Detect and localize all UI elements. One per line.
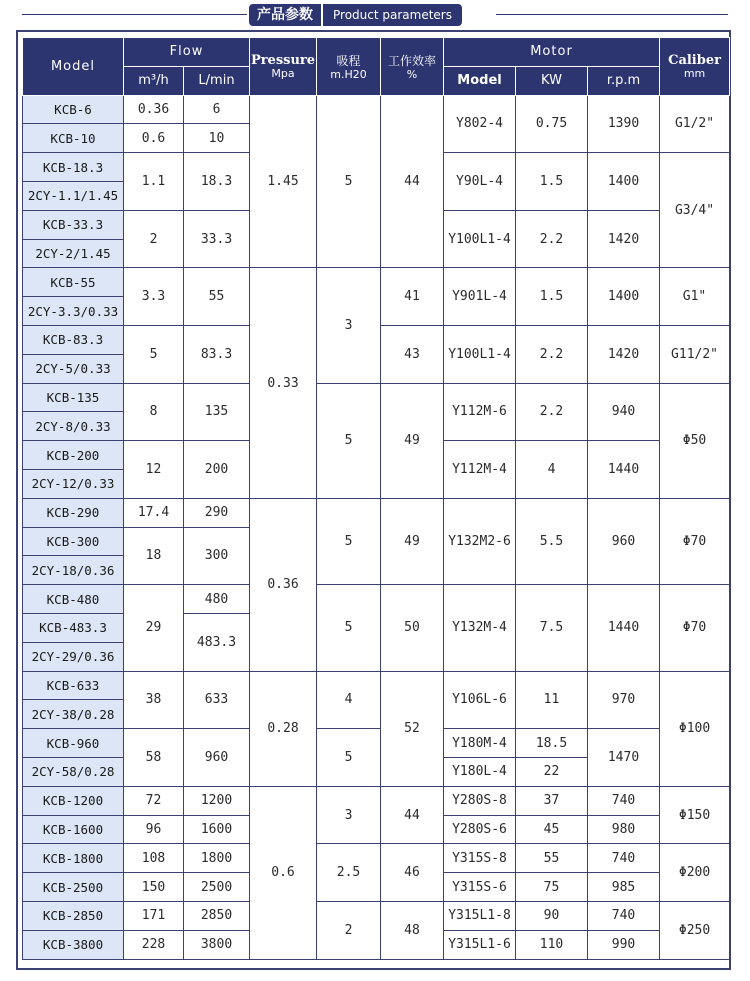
efficiency-cell: 44: [381, 786, 444, 844]
motor-model-cell: Y100L1-4: [444, 325, 516, 383]
col-header-motor-model: Model: [444, 66, 516, 95]
flow-lmin-cell: 300: [184, 527, 250, 585]
model-cell: 2CY-29/0.36: [23, 642, 124, 671]
flow-m3h-cell: 108: [124, 844, 184, 873]
flow-m3h-cell: 228: [124, 930, 184, 959]
motor-model-cell: Y315L1-8: [444, 901, 516, 930]
table-row: [23, 786, 730, 815]
flow-m3h-cell: 3.3: [124, 268, 184, 326]
flow-m3h-cell: 12: [124, 441, 184, 499]
flow-lmin-cell: 1800: [184, 844, 250, 873]
table-row: [23, 268, 730, 297]
model-cell: KCB-6: [23, 95, 124, 124]
flow-lmin-cell: 633: [184, 671, 250, 729]
efficiency-cell: 48: [381, 901, 444, 959]
flow-lmin-cell: 135: [184, 383, 250, 441]
model-cell: KCB-1800: [23, 844, 124, 873]
flow-lmin-cell: 200: [184, 441, 250, 499]
caliber-cell: Φ250: [660, 901, 730, 959]
motor-rpm-cell: 1400: [588, 153, 660, 211]
header-row: [23, 38, 730, 67]
motor-kw-cell: 45: [516, 815, 588, 844]
flow-m3h-cell: 171: [124, 901, 184, 930]
model-cell: 2CY-3.3/0.33: [23, 297, 124, 326]
flow-lmin-cell: 10: [184, 124, 250, 153]
pressure-cell: 0.28: [250, 671, 317, 786]
pressure-cell: 0.6: [250, 786, 317, 959]
flow-m3h-cell: 18: [124, 527, 184, 585]
table-row: [23, 901, 730, 930]
model-cell: KCB-633: [23, 671, 124, 700]
motor-rpm-cell: 740: [588, 844, 660, 873]
flow-lmin-cell: 2850: [184, 901, 250, 930]
col-header-suction: [317, 38, 381, 96]
model-cell: 2CY-38/0.28: [23, 700, 124, 729]
suction-cell: 3: [317, 268, 381, 383]
model-cell: 2CY-58/0.28: [23, 757, 124, 786]
flow-lmin-cell: 960: [184, 729, 250, 787]
suction-cell: 2.5: [317, 844, 381, 902]
flow-lmin-cell: 2500: [184, 873, 250, 902]
model-cell: KCB-135: [23, 383, 124, 412]
suction-cell: 5: [317, 95, 381, 268]
flow-lmin-cell: 55: [184, 268, 250, 326]
efficiency-cell: 43: [381, 325, 444, 383]
col-header-motor: Motor: [444, 38, 660, 67]
flow-lmin-cell: 290: [184, 498, 250, 527]
pressure-cell: 1.45: [250, 95, 317, 268]
motor-kw-cell: 4: [516, 441, 588, 499]
flow-m3h-cell: 2: [124, 210, 184, 268]
col-header-pressure-unit: Mpa: [271, 66, 295, 80]
caliber-cell: Φ150: [660, 786, 730, 844]
col-header-efficiency-unit: %: [406, 67, 418, 81]
table-row: [23, 671, 730, 700]
model-cell: KCB-1200: [23, 786, 124, 815]
motor-kw-cell: 110: [516, 930, 588, 959]
model-cell: KCB-2500: [23, 873, 124, 902]
pressure-cell: 0.33: [250, 268, 317, 498]
suction-cell: 5: [317, 383, 381, 498]
motor-kw-cell: 7.5: [516, 585, 588, 671]
motor-kw-cell: 2.2: [516, 383, 588, 441]
header-title-cn: 产品参数: [249, 4, 321, 26]
flow-lmin-cell: 83.3: [184, 325, 250, 383]
motor-kw-cell: 1.5: [516, 153, 588, 211]
model-cell: 2CY-5/0.33: [23, 354, 124, 383]
header-rule-left: [22, 14, 247, 15]
caliber-cell: Φ200: [660, 844, 730, 902]
caliber-cell: Φ70: [660, 585, 730, 671]
efficiency-cell: 49: [381, 498, 444, 584]
motor-rpm-cell: 960: [588, 498, 660, 584]
efficiency-cell: 44: [381, 95, 444, 268]
flow-m3h-cell: 38: [124, 671, 184, 729]
motor-kw-cell: 0.75: [516, 95, 588, 153]
motor-model-cell: Y315L1-6: [444, 930, 516, 959]
motor-model-cell: Y132M-4: [444, 585, 516, 671]
col-header-suction-label: 吸程: [336, 53, 361, 68]
flow-m3h-cell: 29: [124, 585, 184, 671]
model-cell: 2CY-18/0.36: [23, 556, 124, 585]
model-cell: KCB-480: [23, 585, 124, 614]
col-header-efficiency: [381, 38, 444, 96]
model-cell: KCB-10: [23, 124, 124, 153]
motor-model-cell: Y901L-4: [444, 268, 516, 326]
motor-model-cell: Y315S-8: [444, 844, 516, 873]
flow-lmin-cell: 1200: [184, 786, 250, 815]
col-header-efficiency-label: 工作效率: [387, 53, 436, 68]
model-cell: 2CY-12/0.33: [23, 469, 124, 498]
motor-rpm-cell: 1440: [588, 441, 660, 499]
model-cell: 2CY-1.1/1.45: [23, 181, 124, 210]
section-header: [249, 4, 462, 26]
table-row: [23, 844, 730, 873]
efficiency-cell: 50: [381, 585, 444, 671]
flow-m3h-cell: 8: [124, 383, 184, 441]
flow-lmin-cell: 18.3: [184, 153, 250, 211]
motor-rpm-cell: 970: [588, 671, 660, 729]
caliber-cell: Φ50: [660, 383, 730, 498]
caliber-cell: Φ100: [660, 671, 730, 786]
efficiency-cell: 41: [381, 268, 444, 326]
motor-model-cell: Y100L1-4: [444, 210, 516, 268]
model-cell: KCB-2850: [23, 901, 124, 930]
flow-lmin-cell: 483.3: [184, 613, 250, 671]
table-row: [23, 383, 730, 412]
col-header-caliber: [660, 38, 730, 96]
flow-lmin-cell: 1600: [184, 815, 250, 844]
model-cell: KCB-33.3: [23, 210, 124, 239]
motor-model-cell: Y106L-6: [444, 671, 516, 729]
model-cell: KCB-55: [23, 268, 124, 297]
motor-model-cell: Y90L-4: [444, 153, 516, 211]
motor-kw-cell: 18.5: [516, 729, 588, 758]
col-header-flow-lmin: L/min: [184, 66, 250, 95]
caliber-cell: Φ70: [660, 498, 730, 584]
header-title-en: Product parameters: [323, 4, 462, 26]
col-header-motor-kw: KW: [516, 66, 588, 95]
motor-model-cell: Y112M-4: [444, 441, 516, 499]
motor-model-cell: Y180L-4: [444, 757, 516, 786]
flow-m3h-cell: 96: [124, 815, 184, 844]
motor-kw-cell: 1.5: [516, 268, 588, 326]
flow-m3h-cell: 58: [124, 729, 184, 787]
model-cell: KCB-200: [23, 441, 124, 470]
caliber-cell: G3/4": [660, 153, 730, 268]
motor-model-cell: Y315S-6: [444, 873, 516, 902]
motor-kw-cell: 11: [516, 671, 588, 729]
table-row: [23, 95, 730, 124]
table-row: [23, 729, 730, 758]
flow-lmin-cell: 33.3: [184, 210, 250, 268]
model-cell: KCB-18.3: [23, 153, 124, 182]
suction-cell: 5: [317, 729, 381, 787]
motor-rpm-cell: 1420: [588, 210, 660, 268]
table-row: [23, 585, 730, 614]
motor-model-cell: Y132M2-6: [444, 498, 516, 584]
model-cell: KCB-290: [23, 498, 124, 527]
model-cell: 2CY-8/0.33: [23, 412, 124, 441]
motor-rpm-cell: 990: [588, 930, 660, 959]
motor-kw-cell: 2.2: [516, 325, 588, 383]
motor-kw-cell: 37: [516, 786, 588, 815]
model-cell: KCB-83.3: [23, 325, 124, 354]
suction-cell: 5: [317, 585, 381, 671]
caliber-cell: G1/2": [660, 95, 730, 153]
suction-cell: 3: [317, 786, 381, 844]
motor-rpm-cell: 740: [588, 786, 660, 815]
flow-lmin-cell: 480: [184, 585, 250, 614]
model-cell: KCB-1600: [23, 815, 124, 844]
col-header-motor-rpm: r.p.m: [588, 66, 660, 95]
table-row: [23, 498, 730, 527]
caliber-cell: G1": [660, 268, 730, 326]
col-header-model: Model: [23, 38, 124, 96]
motor-kw-cell: 90: [516, 901, 588, 930]
motor-rpm-cell: 1440: [588, 585, 660, 671]
flow-lmin-cell: 6: [184, 95, 250, 124]
motor-model-cell: Y802-4: [444, 95, 516, 153]
col-header-suction-unit: m.H20: [330, 67, 367, 81]
pressure-cell: 0.36: [250, 498, 317, 671]
motor-rpm-cell: 1420: [588, 325, 660, 383]
motor-rpm-cell: 940: [588, 383, 660, 441]
suction-cell: 4: [317, 671, 381, 729]
motor-rpm-cell: 1400: [588, 268, 660, 326]
header-rule-right: [496, 14, 728, 15]
motor-model-cell: Y280S-6: [444, 815, 516, 844]
model-cell: KCB-960: [23, 729, 124, 758]
flow-m3h-cell: 5: [124, 325, 184, 383]
col-header-pressure: [250, 38, 317, 96]
caliber-cell: G11/2": [660, 325, 730, 383]
motor-model-cell: Y280S-8: [444, 786, 516, 815]
motor-model-cell: Y180M-4: [444, 729, 516, 758]
efficiency-cell: 52: [381, 671, 444, 786]
flow-m3h-cell: 17.4: [124, 498, 184, 527]
motor-kw-cell: 75: [516, 873, 588, 902]
col-header-flow-m3h: m³/h: [124, 66, 184, 95]
model-cell: KCB-483.3: [23, 613, 124, 642]
motor-rpm-cell: 980: [588, 815, 660, 844]
col-header-caliber-unit: mm: [683, 66, 706, 80]
flow-lmin-cell: 3800: [184, 930, 250, 959]
motor-kw-cell: 22: [516, 757, 588, 786]
col-header-caliber-label: Caliber: [668, 52, 721, 68]
product-parameters-table: [22, 37, 730, 960]
suction-cell: 5: [317, 498, 381, 584]
model-cell: KCB-300: [23, 527, 124, 556]
flow-m3h-cell: 150: [124, 873, 184, 902]
motor-rpm-cell: 1390: [588, 95, 660, 153]
flow-m3h-cell: 72: [124, 786, 184, 815]
motor-rpm-cell: 740: [588, 901, 660, 930]
motor-kw-cell: 55: [516, 844, 588, 873]
col-header-flow: Flow: [124, 38, 250, 67]
flow-m3h-cell: 0.6: [124, 124, 184, 153]
motor-kw-cell: 2.2: [516, 210, 588, 268]
suction-cell: 2: [317, 901, 381, 959]
flow-m3h-cell: 0.36: [124, 95, 184, 124]
efficiency-cell: 49: [381, 383, 444, 498]
efficiency-cell: 46: [381, 844, 444, 902]
col-header-pressure-label: Pressure: [250, 52, 316, 68]
model-cell: KCB-3800: [23, 930, 124, 959]
motor-rpm-cell: 1470: [588, 729, 660, 787]
motor-kw-cell: 5.5: [516, 498, 588, 584]
motor-model-cell: Y112M-6: [444, 383, 516, 441]
motor-rpm-cell: 985: [588, 873, 660, 902]
flow-m3h-cell: 1.1: [124, 153, 184, 211]
model-cell: 2CY-2/1.45: [23, 239, 124, 268]
